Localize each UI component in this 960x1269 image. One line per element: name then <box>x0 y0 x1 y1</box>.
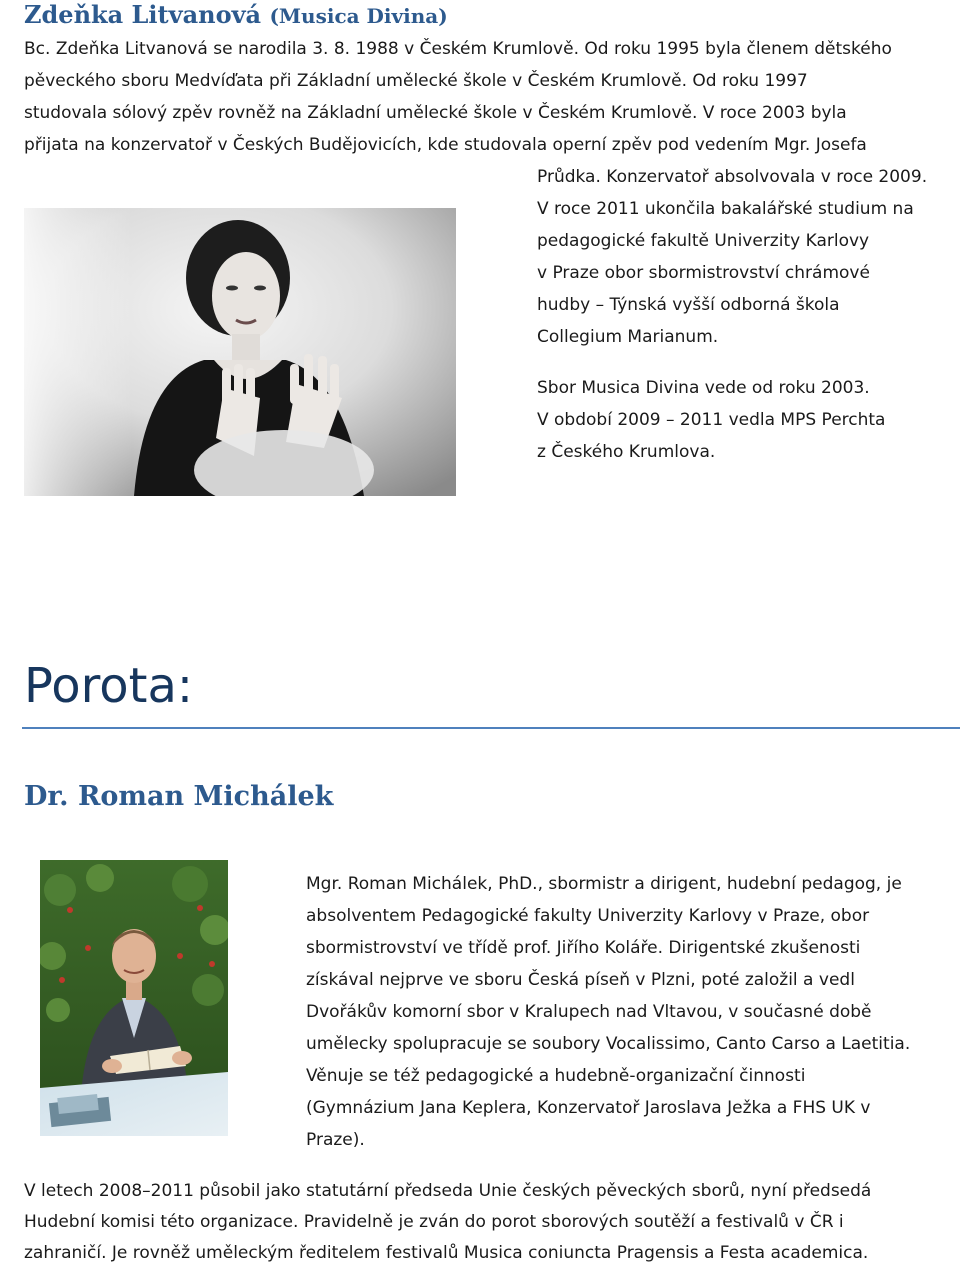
heading-divider <box>22 727 960 729</box>
jury-heading: Porota: <box>24 658 194 714</box>
bio-line: studovala sólový zpěv rovněž na Základní umělecké škole v Českém Krumlově. V roce 2003 byla <box>24 103 847 123</box>
bio-line: Praze). <box>306 1130 365 1150</box>
portrait-illustration <box>24 208 456 496</box>
bio-line: Věnuje se též pedagogické a hudebně-organizační činnosti <box>306 1066 806 1086</box>
bio-line: získával nejprve ve sboru Česká píseň v Plzni, poté založil a vedl <box>306 970 855 990</box>
person-name: Zdeňka Litvanová <box>24 0 262 29</box>
bio-side-line: hudby – Týnská vyšší odborná škola <box>537 295 840 315</box>
portrait-illustration <box>40 860 228 1136</box>
bio-full-line: Hudební komisi této organizace. Pravidelně je zván do porot sborových soutěží a festivalů v ČR i <box>24 1212 844 1232</box>
choir-name: (Musica Divina) <box>269 4 448 28</box>
bio-line: absolventem Pedagogické fakulty Univerzity Karlovy v Praze, obor <box>306 906 870 926</box>
choir-line: z Českého Krumlova. <box>537 442 716 462</box>
bio-line: pěveckého sboru Medvíďata při Základní umělecké škole v Českém Krumlově. Od roku 1997 <box>24 71 808 91</box>
bio-line: Mgr. Roman Michálek, PhD., sbormistr a dirigent, hudební pedagog, je <box>306 874 902 894</box>
section-title-litvanova <box>24 0 448 31</box>
bio-line: Bc. Zdeňka Litvanová se narodila 3. 8. 1988 v Českém Krumlově. Od roku 1995 byla členem dětského <box>24 39 892 59</box>
bio-side-line: Collegium Marianum. <box>537 327 719 347</box>
choir-line: Sbor Musica Divina vede od roku 2003. <box>537 378 870 398</box>
portrait-photo-michalek <box>40 860 228 1136</box>
choir-line: V období 2009 – 2011 vedla MPS Perchta <box>537 410 886 430</box>
portrait-photo-litvanova <box>24 208 456 496</box>
bio-line: přijata na konzervatoř v Českých Budějovicích, kde studovala operní zpěv pod vedením Mgr. Josefa <box>24 135 867 155</box>
bio-line: (Gymnázium Jana Keplera, Konzervatoř Jaroslava Ježka a FHS UK v <box>306 1098 871 1118</box>
bio-side-line: Průdka. Konzervatoř absolvovala v roce 2009. <box>537 167 928 187</box>
bio-full-line: zahraničí. Je rovněž uměleckým ředitelem festivalů Musica coniuncta Pragensis a Festa academica. <box>24 1243 869 1263</box>
section-title-michalek: Dr. Roman Michálek <box>24 781 334 812</box>
bio-line: Dvořákův komorní sbor v Kralupech nad Vltavou, v současné době <box>306 1002 872 1022</box>
bio-side-line: V roce 2011 ukončila bakalářské studium na <box>537 199 914 219</box>
bio-side-line: v Praze obor sbormistrovství chrámové <box>537 263 870 283</box>
bio-full-line: V letech 2008–2011 působil jako statutární předseda Unie českých pěveckých sborů, nyní předsedá <box>24 1181 872 1201</box>
bio-line: sbormistrovství ve třídě prof. Jiřího Koláře. Dirigentské zkušenosti <box>306 938 861 958</box>
bio-line: umělecky spolupracuje se soubory Vocalissimo, Canto Carso a Laetitia. <box>306 1034 911 1054</box>
bio-side-line: pedagogické fakultě Univerzity Karlovy <box>537 231 870 251</box>
